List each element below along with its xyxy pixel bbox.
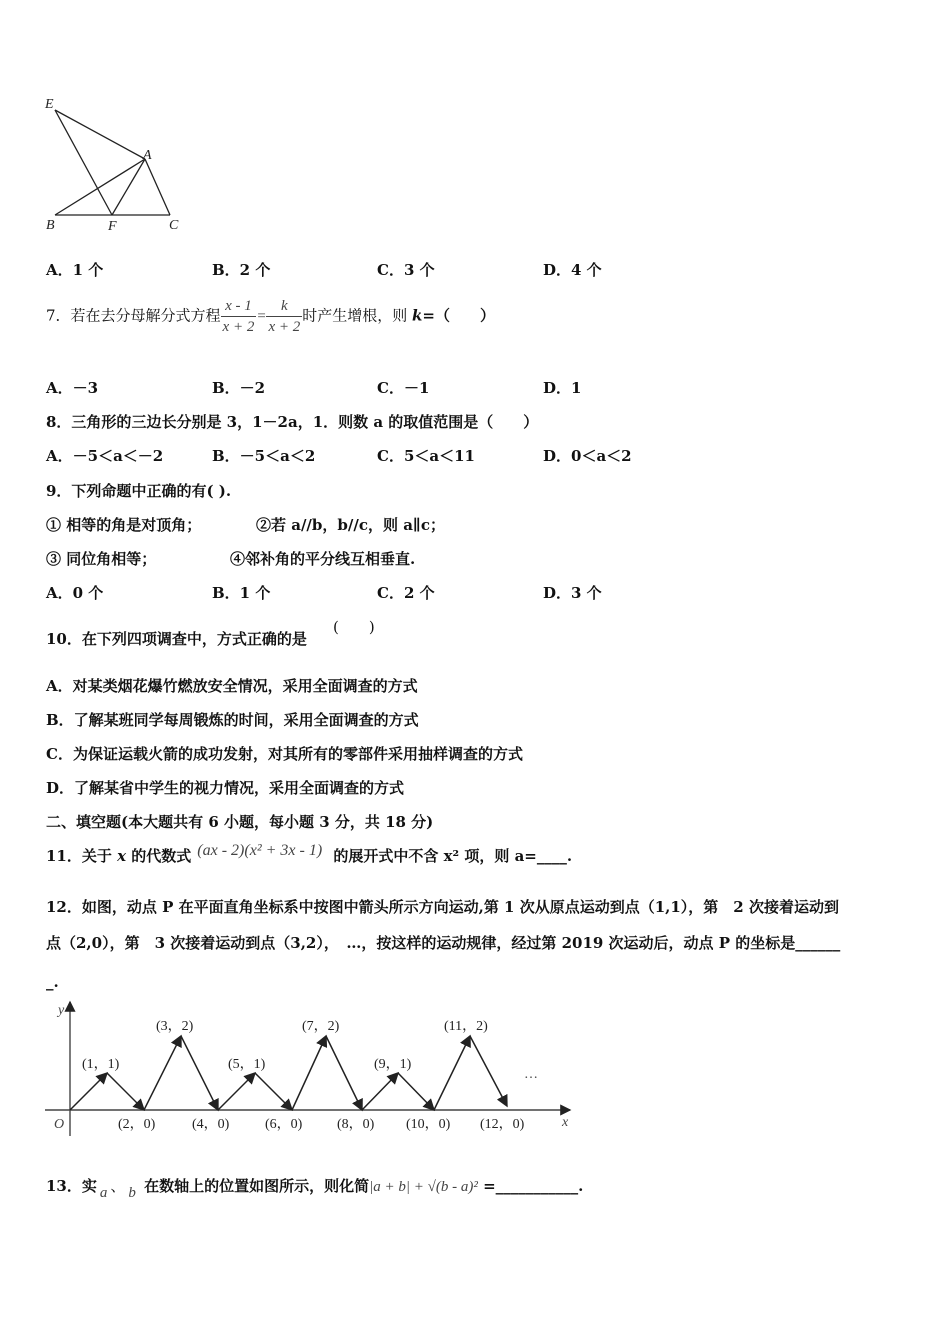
- q6-option-a: A．1 个: [46, 261, 104, 279]
- q6-option-b: B．2 个: [212, 261, 271, 279]
- q10-option-a: A．对某类烟花爆竹燃放安全情况，采用全面调查的方式: [46, 677, 418, 695]
- q9-statement-1: ① 相等的角是对顶角；: [46, 516, 202, 534]
- q10-option-c: C．为保证运载火箭的成功发射，对其所有的零部件采用抽样调查的方式: [46, 745, 523, 763]
- q9-statement-2: ②若 a//b，b//c，则 a∥c；: [256, 516, 445, 534]
- q7-option-b: B．－2: [212, 379, 266, 397]
- label-b: B: [46, 218, 55, 233]
- q13-sep: 、: [110, 1177, 126, 1195]
- question-8: 8．三角形的三边长分别是 3，1－2a，1．则数 a 的取值范围是（ ）: [46, 413, 539, 431]
- point-label-top-3: (5，1): [228, 1057, 266, 1072]
- q7-option-a: A．－3: [46, 379, 99, 397]
- point-label-bottom-1: (2，0): [118, 1117, 156, 1132]
- q7-equals: =: [256, 308, 267, 325]
- q7-suffix: 时产生增根，则: [302, 306, 413, 325]
- q13-tail: =___________.: [477, 1177, 584, 1195]
- label-c: C: [169, 218, 179, 233]
- q9-statement-3: ③ 同位角相等；: [46, 550, 157, 568]
- q13-mid: 在数轴上的位置如图所示，则化简: [138, 1177, 370, 1195]
- q7-prefix: 7．若在去分母解分式方程: [46, 306, 221, 325]
- point-label-bottom-4: (8，0): [337, 1117, 375, 1132]
- y-axis-label: y: [58, 1003, 65, 1018]
- triangle-figure: [40, 92, 200, 237]
- q13-prefix: 13．实: [46, 1177, 97, 1195]
- section-2-title: 二、填空题(本大题共有 6 小题，每小题 3 分，共 18 分): [46, 813, 434, 831]
- point-label-bottom-2: (4，0): [192, 1117, 230, 1132]
- q11-x: x: [117, 847, 127, 865]
- q13-b: b: [128, 1185, 136, 1201]
- zigzag-figure: [40, 996, 585, 1146]
- q10-option-b: B．了解某班同学每周锻炼的时间，采用全面调查的方式: [46, 711, 419, 729]
- question-10: 10．在下列四项调查中，方式正确的是: [46, 630, 307, 648]
- q9-statement-4: ④邻补角的平分线互相垂直.: [230, 550, 416, 568]
- q11-expression: (ax - 2)(x² + 3x - 1): [197, 842, 323, 859]
- label-e: E: [45, 97, 54, 112]
- q13-plus: +: [410, 1179, 428, 1195]
- q11-mid: 的代数式: [126, 847, 192, 865]
- motion-path: [70, 1036, 507, 1110]
- q7-fraction-1: $\frac{x - 1}{x + 2}$: [222, 298, 255, 335]
- point-label-top-1: (1，1): [82, 1057, 120, 1072]
- q13-sqrt: √(b - a)²: [427, 1179, 478, 1195]
- q8-option-b: B．－5＜a＜2: [212, 447, 316, 465]
- q8-option-c: C．5＜a＜11: [377, 447, 475, 465]
- label-f: F: [108, 219, 117, 234]
- point-label-bottom-3: (6，0): [265, 1117, 303, 1132]
- ellipsis: …: [524, 1067, 538, 1082]
- question-13: [46, 1176, 584, 1201]
- q7-var: k: [412, 306, 423, 325]
- q6-option-d: D．4 个: [543, 261, 602, 279]
- point-label-top-5: (9，1): [374, 1057, 412, 1072]
- q7-option-d: D．1: [543, 379, 582, 397]
- q7-option-c: C．－1: [377, 379, 430, 397]
- question-12-line-2: 点（2,0），第 3 次接着运动到点（3,2）， …，按这样的运动规律，经过第 2019 次运动后，动点 P 的坐标是______: [46, 934, 841, 952]
- x-axis-label: x: [562, 1115, 569, 1130]
- label-a: A: [143, 148, 152, 163]
- q7-fraction-2: $\frac{k}{x + 2}$: [268, 298, 301, 335]
- question-12-line-3: _.: [46, 973, 59, 991]
- q9-option-d: D．3 个: [543, 584, 602, 602]
- q8-option-d: D．0＜a＜2: [543, 447, 632, 465]
- q8-option-a: A．－5＜a＜－2: [46, 447, 164, 465]
- q9-option-b: B．1 个: [212, 584, 271, 602]
- point-label-top-4: (7，2): [302, 1019, 340, 1034]
- q7-tail: =（ ）: [422, 306, 495, 325]
- q6-option-c: C．3 个: [377, 261, 435, 279]
- q13-abs: |a + b|: [369, 1179, 410, 1195]
- q11-suffix: 的展开式中不含 x² 项，则 a=____.: [328, 847, 573, 865]
- q10-paren: ( ): [333, 618, 375, 636]
- point-label-top-6: (11，2): [444, 1019, 488, 1034]
- question-7: [46, 296, 495, 337]
- q10-option-d: D．了解某省中学生的视力情况，采用全面调查的方式: [46, 779, 405, 797]
- q11-prefix: 11．关于: [46, 847, 118, 865]
- q9-option-c: C．2 个: [377, 584, 435, 602]
- point-label-top-2: (3，2): [156, 1019, 194, 1034]
- point-label-bottom-5: (10，0): [406, 1117, 451, 1132]
- origin-label: O: [54, 1117, 65, 1132]
- question-11: [46, 842, 573, 867]
- q9-option-a: A．0 个: [46, 584, 104, 602]
- q13-a: a: [99, 1185, 108, 1201]
- point-label-bottom-6: (12，0): [480, 1117, 525, 1132]
- question-9: 9．下列命题中正确的有( ).: [46, 482, 232, 500]
- question-12-line-1: 12．如图，动点 P 在平面直角坐标系中按图中箭头所示方向运动,第 1 次从原点运动到点（1,1），第 2 次接着运动到: [46, 898, 839, 916]
